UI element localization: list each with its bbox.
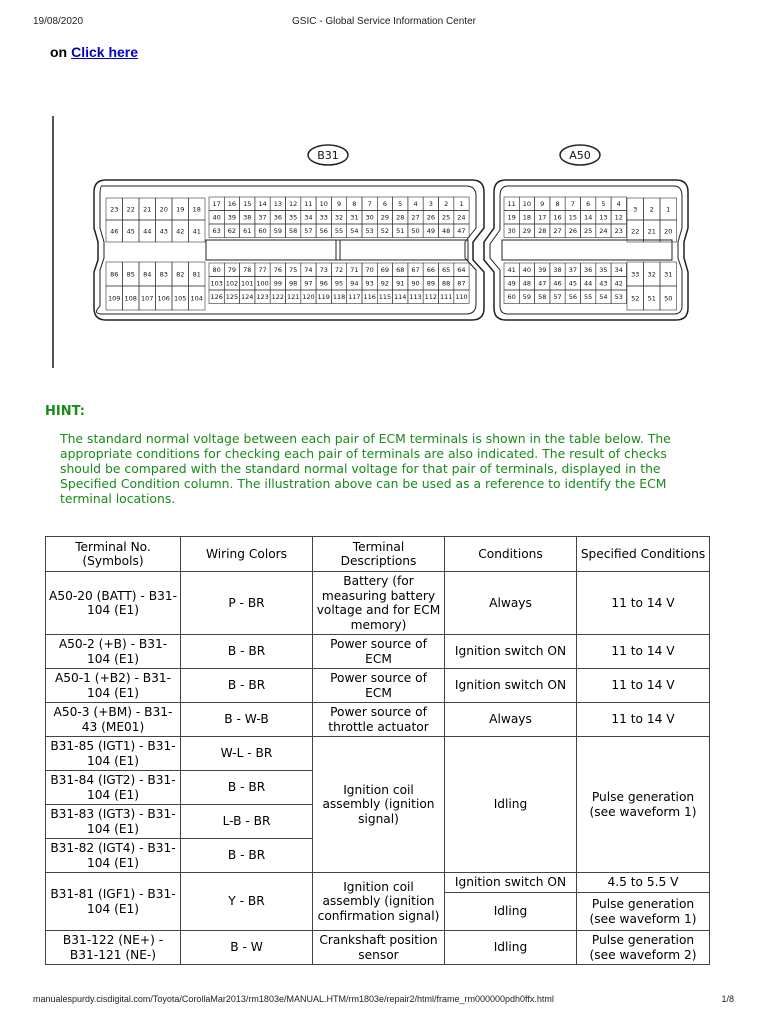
terminal-pin-number: 125 <box>225 293 239 302</box>
a50-connector-label: A50 <box>569 149 591 162</box>
terminal-pin-number: 5 <box>601 200 606 209</box>
table-row <box>46 635 710 669</box>
terminal-pin-number: 91 <box>396 279 405 288</box>
terminal-cell: B31-81 (IGF1) - B31-104 (E1) <box>46 873 181 931</box>
terminal-pin-number: 74 <box>304 266 313 275</box>
terminal-pin-number: 42 <box>614 279 623 288</box>
terminal-pin-number: 38 <box>553 266 562 275</box>
terminal-pin-number: 59 <box>522 293 532 302</box>
terminal-pin-number: 50 <box>411 227 420 236</box>
hint-text <box>60 431 720 506</box>
terminal-pin-number: 107 <box>141 294 154 303</box>
terminal-pin-number: 54 <box>599 293 608 302</box>
hint-label: HINT: <box>45 404 85 419</box>
terminal-pin-number: 26 <box>568 227 577 236</box>
terminal-pin-number: 23 <box>614 227 623 236</box>
terminal-pin-number: 84 <box>143 270 152 279</box>
terminal-pin-number: 117 <box>348 293 361 302</box>
terminal-pin-number: 61 <box>243 227 252 236</box>
terminal-pin-number: 16 <box>227 200 237 209</box>
terminal-pin-number: 44 <box>143 227 152 236</box>
hint-line: should be compared with the standard normal voltage for that pair of terminals, displayed in the <box>60 461 661 476</box>
terminal-pin-number: 27 <box>411 213 420 222</box>
terminal-cell: A50-20 (BATT) - B31-104 (E1) <box>46 572 181 635</box>
wiring-cell: B - W-B <box>181 703 313 737</box>
terminal-pin-number: 25 <box>584 227 593 236</box>
terminal-pin-number: 21 <box>143 205 152 214</box>
terminal-pin-number: 108 <box>124 294 137 303</box>
terminal-pin-number: 80 <box>212 266 221 275</box>
b31-connector-label: B31 <box>317 149 339 162</box>
terminal-pin-number: 31 <box>664 270 673 279</box>
description-cell: Power source of throttle actuator <box>313 703 445 737</box>
terminal-pin-number: 49 <box>426 227 435 236</box>
condition-cell: Idling <box>445 931 577 965</box>
terminal-pin-number: 7 <box>570 200 575 209</box>
spec-cell: 11 to 14 V <box>577 572 710 635</box>
header-conditions: Conditions <box>445 537 577 572</box>
terminal-pin-number: 15 <box>243 200 252 209</box>
intro-prefix: on <box>50 44 68 60</box>
terminal-pin-number: 87 <box>457 279 466 288</box>
terminal-pin-number: 22 <box>631 227 640 236</box>
terminal-pin-number: 2 <box>649 205 654 214</box>
terminal-pin-number: 77 <box>258 266 267 275</box>
terminal-pin-number: 85 <box>126 270 135 279</box>
terminal-pin-number: 36 <box>584 266 593 275</box>
terminal-pin-number: 105 <box>174 294 187 303</box>
terminal-pin-number: 113 <box>409 293 422 302</box>
terminal-pin-number: 40 <box>522 266 532 275</box>
wiring-cell: L-B - BR <box>181 805 313 839</box>
condition-cell: Idling <box>445 737 577 873</box>
terminal-pin-number: 14 <box>584 213 593 222</box>
terminal-pin-number: 47 <box>538 279 547 288</box>
terminal-pin-number: 19 <box>176 205 185 214</box>
spec-cell: Pulse generation (see waveform 1) <box>577 893 710 931</box>
terminal-pin-number: 12 <box>289 200 298 209</box>
terminal-pin-number: 13 <box>599 213 608 222</box>
terminal-pin-number: 73 <box>319 266 328 275</box>
terminal-pin-number: 78 <box>243 266 252 275</box>
terminal-pin-number: 35 <box>289 213 298 222</box>
terminal-pin-number: 72 <box>334 266 344 275</box>
terminal-pin-number: 83 <box>159 270 168 279</box>
terminal-pin-number: 17 <box>538 213 547 222</box>
spec-cell: 4.5 to 5.5 V <box>577 873 710 893</box>
terminal-pin-number: 119 <box>317 293 330 302</box>
terminal-cell: A50-2 (+B) - B31-104 (E1) <box>46 635 181 669</box>
terminal-pin-number: 45 <box>568 279 577 288</box>
terminal-pin-number: 38 <box>243 213 252 222</box>
terminal-pin-number: 43 <box>599 279 608 288</box>
description-cell: Power source of ECM <box>313 635 445 669</box>
table-row <box>46 737 710 771</box>
terminal-pin-number: 71 <box>350 266 359 275</box>
terminal-pin-number: 1 <box>459 200 464 209</box>
header-wiring-colors: Wiring Colors <box>181 537 313 572</box>
terminal-pin-number: 9 <box>336 200 342 209</box>
terminal-pin-number: 93 <box>365 279 374 288</box>
terminal-pin-number: 28 <box>538 227 547 236</box>
wiring-cell: B - BR <box>181 771 313 805</box>
terminal-pin-number: 62 <box>227 227 237 236</box>
terminal-pin-number: 10 <box>319 200 328 209</box>
terminal-pin-number: 51 <box>647 294 656 303</box>
spec-cell: Pulse generation (see waveform 1) <box>577 737 710 873</box>
terminal-cell: B31-82 (IGT4) - B31-104 (E1) <box>46 839 181 873</box>
terminal-pin-number: 115 <box>378 293 392 302</box>
terminal-pin-number: 95 <box>334 279 344 288</box>
description-cell: Ignition coil assembly (ignition signal) <box>313 737 445 873</box>
terminal-pin-number: 53 <box>365 227 374 236</box>
click-here-link[interactable]: Click here <box>71 44 139 60</box>
terminal-pin-number: 21 <box>647 227 656 236</box>
terminal-pin-number: 94 <box>350 279 359 288</box>
terminal-cell: B31-85 (IGT1) - B31-104 (E1) <box>46 737 181 771</box>
terminal-pin-number: 99 <box>273 279 282 288</box>
terminal-pin-number: 32 <box>647 270 656 279</box>
description-cell: Battery (for measuring battery voltage and for ECM memory) <box>313 572 445 635</box>
terminal-pin-number: 17 <box>212 200 221 209</box>
terminal-pin-number: 20 <box>664 227 673 236</box>
terminal-pin-number: 98 <box>289 279 298 288</box>
terminal-pin-number: 43 <box>159 227 168 236</box>
terminal-pin-number: 111 <box>439 293 453 302</box>
terminal-pin-number: 33 <box>631 270 640 279</box>
terminal-pin-number: 69 <box>380 266 390 275</box>
condition-cell: Always <box>445 572 577 635</box>
condition-cell: Idling <box>445 893 577 931</box>
terminal-pin-number: 1 <box>666 205 671 214</box>
terminal-pin-number: 8 <box>555 200 560 209</box>
terminal-pin-number: 51 <box>396 227 405 236</box>
spec-cell: 11 to 14 V <box>577 635 710 669</box>
terminal-pin-number: 67 <box>411 266 420 275</box>
terminal-pin-number: 88 <box>442 279 451 288</box>
terminal-pin-number: 41 <box>192 227 201 236</box>
table-row <box>46 572 710 635</box>
table-row <box>46 669 710 703</box>
ecm-connector-diagram <box>0 0 768 400</box>
terminal-pin-number: 92 <box>380 279 390 288</box>
terminal-pin-number: 7 <box>367 200 372 209</box>
description-cell: Crankshaft position sensor <box>313 931 445 965</box>
terminal-pin-number: 34 <box>614 266 623 275</box>
terminal-pin-number: 33 <box>319 213 328 222</box>
terminal-pin-number: 37 <box>258 213 267 222</box>
terminal-pin-number: 57 <box>553 293 562 302</box>
terminal-pin-number: 36 <box>273 213 282 222</box>
condition-cell: Ignition switch ON <box>445 669 577 703</box>
terminal-pin-number: 24 <box>599 227 608 236</box>
terminal-pin-number: 103 <box>210 279 223 288</box>
terminal-pin-number: 30 <box>507 227 516 236</box>
terminal-pin-number: 32 <box>334 213 344 222</box>
condition-cell: Always <box>445 703 577 737</box>
terminal-pin-number: 52 <box>631 294 640 303</box>
terminal-pin-number: 58 <box>289 227 298 236</box>
spec-cell: Pulse generation (see waveform 2) <box>577 931 710 965</box>
terminal-pin-number: 20 <box>159 205 168 214</box>
terminal-pin-number: 19 <box>507 213 516 222</box>
terminal-pin-number: 30 <box>365 213 374 222</box>
terminal-pin-number: 56 <box>319 227 328 236</box>
terminal-pin-number: 35 <box>599 266 608 275</box>
terminal-pin-number: 47 <box>457 227 466 236</box>
terminal-pin-number: 29 <box>380 213 390 222</box>
header-specified-conditions: Specified Conditions <box>577 537 710 572</box>
terminal-cell: A50-3 (+BM) - B31-43 (ME01) <box>46 703 181 737</box>
terminal-pin-number: 18 <box>192 205 201 214</box>
hint-line: appropriate conditions for checking each pair of terminals are also indicated. The result of checks <box>60 446 667 461</box>
terminal-pin-number: 29 <box>522 227 532 236</box>
terminal-pin-number: 86 <box>110 270 119 279</box>
terminal-pin-number: 58 <box>538 293 547 302</box>
terminal-pin-number: 40 <box>212 213 221 222</box>
terminal-pin-number: 26 <box>426 213 435 222</box>
hint-line: Specified Condition column. The illustration above can be used as a reference to identify the ECM <box>60 476 667 491</box>
terminal-pin-number: 39 <box>538 266 547 275</box>
terminal-pin-number: 60 <box>507 293 516 302</box>
terminal-pin-number: 118 <box>332 293 346 302</box>
terminal-pin-number: 48 <box>522 279 532 288</box>
terminal-pin-number: 97 <box>304 279 313 288</box>
terminal-pin-number: 4 <box>413 200 418 209</box>
terminal-pin-number: 13 <box>273 200 282 209</box>
terminal-pin-number: 100 <box>256 279 269 288</box>
terminal-pin-number: 114 <box>394 293 407 302</box>
table-row <box>46 873 710 893</box>
terminal-pin-number: 14 <box>258 200 267 209</box>
wiring-cell: W-L - BR <box>181 737 313 771</box>
terminal-pin-number: 81 <box>192 270 201 279</box>
terminal-cell: B31-83 (IGT3) - B31-104 (E1) <box>46 805 181 839</box>
terminal-pin-number: 34 <box>304 213 313 222</box>
terminal-pin-number: 12 <box>614 213 623 222</box>
page-title: GSIC - Global Service Information Center <box>292 16 476 27</box>
terminal-pin-number: 126 <box>210 293 223 302</box>
terminal-pin-number: 37 <box>568 266 577 275</box>
terminal-pin-number: 4 <box>616 200 621 209</box>
terminal-pin-number: 55 <box>334 227 344 236</box>
terminal-pin-number: 106 <box>157 294 170 303</box>
table-row <box>46 703 710 737</box>
footer-url: manualespurdy.cisdigital.com/Toyota/CorollaMar2013/rm1803e/MANUAL.HTM/rm1803e/repair2/html/frame_rm000000pdh0ffx.html <box>33 994 554 1004</box>
spec-cell: 11 to 14 V <box>577 703 710 737</box>
terminal-pin-number: 121 <box>286 293 300 302</box>
terminal-pin-number: 6 <box>382 200 388 209</box>
terminal-pin-number: 116 <box>363 293 376 302</box>
terminal-pin-number: 110 <box>455 293 468 302</box>
wiring-cell: B - BR <box>181 669 313 703</box>
condition-cell: Ignition switch ON <box>445 635 577 669</box>
condition-cell: Ignition switch ON <box>445 873 577 893</box>
table-header-row <box>46 537 710 572</box>
wiring-cell: B - W <box>181 931 313 965</box>
terminal-pin-number: 65 <box>442 266 451 275</box>
spec-cell: 11 to 14 V <box>577 669 710 703</box>
terminal-pin-number: 44 <box>584 279 593 288</box>
terminal-pin-number: 56 <box>568 293 577 302</box>
description-cell: Ignition coil assembly (ignition confirmation signal) <box>313 873 445 931</box>
terminal-pin-number: 102 <box>225 279 239 288</box>
terminal-pin-number: 28 <box>396 213 405 222</box>
terminal-pin-number: 66 <box>426 266 435 275</box>
terminal-pin-number: 16 <box>553 213 562 222</box>
terminal-cell: A50-1 (+B2) - B31-104 (E1) <box>46 669 181 703</box>
terminal-voltage-table <box>45 536 710 965</box>
terminal-pin-number: 11 <box>507 200 516 209</box>
terminal-pin-number: 9 <box>540 200 545 209</box>
hint-line: terminal locations. <box>60 491 176 506</box>
terminal-pin-number: 82 <box>176 270 185 279</box>
terminal-pin-number: 48 <box>442 227 451 236</box>
wiring-cell: B - BR <box>181 635 313 669</box>
terminal-pin-number: 57 <box>304 227 313 236</box>
terminal-pin-number: 8 <box>352 200 357 209</box>
terminal-pin-number: 3 <box>633 205 638 214</box>
terminal-pin-number: 75 <box>289 266 298 275</box>
terminal-cell: B31-84 (IGT2) - B31-104 (E1) <box>46 771 181 805</box>
terminal-pin-number: 63 <box>212 227 221 236</box>
terminal-pin-number: 112 <box>424 293 438 302</box>
terminal-pin-number: 89 <box>426 279 435 288</box>
terminal-pin-number: 54 <box>350 227 359 236</box>
terminal-pin-number: 42 <box>176 227 185 236</box>
terminal-pin-number: 46 <box>110 227 119 236</box>
terminal-pin-number: 5 <box>398 200 403 209</box>
terminal-pin-number: 59 <box>273 227 282 236</box>
wiring-cell: Y - BR <box>181 873 313 931</box>
terminal-pin-number: 2 <box>444 200 449 209</box>
terminal-pin-number: 6 <box>586 200 591 209</box>
terminal-pin-number: 46 <box>553 279 562 288</box>
terminal-pin-number: 45 <box>126 227 135 236</box>
terminal-pin-number: 120 <box>302 293 315 302</box>
terminal-pin-number: 90 <box>411 279 420 288</box>
terminal-pin-number: 124 <box>241 293 254 302</box>
terminal-pin-number: 76 <box>273 266 282 275</box>
terminal-pin-number: 104 <box>190 294 203 303</box>
header-terminal-no: Terminal No. (Symbols) <box>46 537 181 572</box>
hint-line: The standard normal voltage between each pair of ECM terminals is shown in the table below. The <box>60 431 671 446</box>
terminal-pin-number: 27 <box>553 227 562 236</box>
terminal-pin-number: 10 <box>522 200 532 209</box>
terminal-pin-number: 18 <box>522 213 532 222</box>
terminal-pin-number: 53 <box>614 293 623 302</box>
page-number: 1/8 <box>721 994 734 1004</box>
terminal-pin-number: 39 <box>227 213 237 222</box>
terminal-pin-number: 96 <box>319 279 328 288</box>
terminal-pin-number: 31 <box>350 213 359 222</box>
terminal-pin-number: 11 <box>304 200 313 209</box>
terminal-pin-number: 101 <box>241 279 254 288</box>
table-row <box>46 931 710 965</box>
terminal-pin-number: 49 <box>507 279 516 288</box>
terminal-pin-number: 25 <box>442 213 451 222</box>
print-date: 19/08/2020 <box>33 16 84 27</box>
terminal-pin-number: 122 <box>271 293 285 302</box>
terminal-pin-number: 3 <box>428 200 433 209</box>
terminal-pin-number: 24 <box>457 213 466 222</box>
terminal-pin-number: 79 <box>227 266 237 275</box>
header-terminal-descriptions: Terminal Descriptions <box>313 537 445 572</box>
terminal-pin-number: 55 <box>584 293 593 302</box>
terminal-pin-number: 60 <box>258 227 267 236</box>
terminal-pin-number: 52 <box>380 227 390 236</box>
terminal-pin-number: 50 <box>664 294 673 303</box>
wiring-cell: P - BR <box>181 572 313 635</box>
terminal-cell: B31-122 (NE+) - B31-121 (NE-) <box>46 931 181 965</box>
description-cell: Power source of ECM <box>313 669 445 703</box>
terminal-pin-number: 70 <box>365 266 374 275</box>
terminal-pin-number: 64 <box>457 266 466 275</box>
terminal-pin-number: 23 <box>110 205 119 214</box>
wiring-cell: B - BR <box>181 839 313 873</box>
terminal-pin-number: 22 <box>126 205 135 214</box>
terminal-pin-number: 109 <box>108 294 121 303</box>
terminal-pin-number: 68 <box>396 266 405 275</box>
terminal-pin-number: 123 <box>256 293 269 302</box>
terminal-pin-number: 15 <box>568 213 577 222</box>
terminal-pin-number: 41 <box>507 266 516 275</box>
